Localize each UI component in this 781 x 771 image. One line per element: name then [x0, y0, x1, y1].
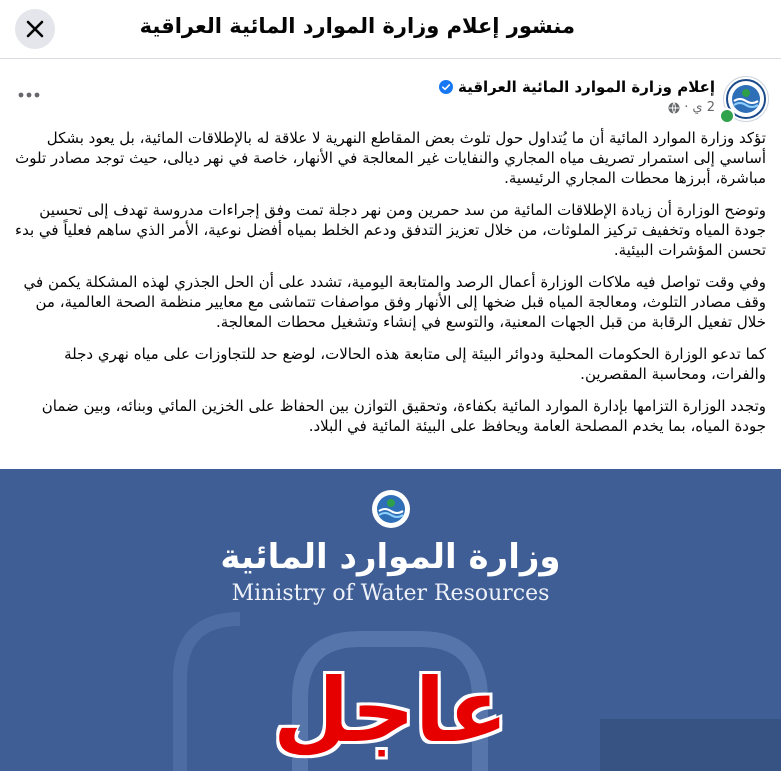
- ministry-emblem-icon: [371, 489, 411, 529]
- meta-separator: ·: [684, 100, 689, 115]
- post-paragraph-3: وفي وقت تواصل فيه ملاكات الوزارة أعمال الرصد والمتابعة اليومية، تشدد على أن الحل الجذري لهذه المشكلة يكمن في وقف مصادر التلوث، ومعالجة المياه قبل ضخها إلى الأنهار وفق مواصفات تتماشى مع معايير منظمة الصحة العالمية، من خلال تفعيل الرقابة من قبل الجهات المعنية، والتوسع في إنشاء وتشغيل محطات المعالجة.: [23, 273, 766, 331]
- globe-icon: [668, 102, 680, 114]
- more-icon: [18, 91, 40, 99]
- post-paragraph-5: وتجدد الوزارة التزامها بإدارة الموارد المائية بكفاءة، وتحقيق التوازن بين الحفاظ على الخزين المائي وبنائه، وبين ضمان جودة المياه، بما يخدم المصلحة العامة ويحافظ على البيئة المائية في البلاد.: [41, 397, 766, 435]
- post-paragraph-2: وتوضح الوزارة أن زيادة الإطلاقات المائية من سد حمرين ومن نهر دجلة تمت وفق إجراءات مدروسة تهدف إلى تحسين جودة المياه وتخفيف تركيز الملوثات، من خلال تعزيز التدفق ودعم الخلط بمياه أفضل نوعية، الأمر الذي ساهم فعلياً في بدء تحسن المؤشرات البيئية.: [15, 201, 766, 259]
- post-paragraph-1: تؤكد وزارة الموارد المائية أن ما يُتداول حول تلوث بعض المقاطع النهرية لا علاقة له بالإطلاقات المائية، بل يعود بشكل أساسي إلى استمرار تصريف مياه المجاري والنفايات غير المعالجة في الأنهار، خاصة في نهر ديالى، حيث توجد مصادر تلوث مباشرة، أبرزها محطات المجاري الرئيسية.: [15, 129, 766, 187]
- dialog-title: منشور إعلام وزارة الموارد المائية العراقية: [139, 14, 575, 38]
- post-image[interactable]: [0, 469, 781, 771]
- post-text: [14, 128, 766, 448]
- verified-badge-icon: [439, 80, 453, 94]
- post-time[interactable]: 2 ي: [692, 100, 715, 115]
- close-icon: [25, 19, 45, 39]
- dialog-header: [0, 0, 781, 59]
- post-header: [0, 70, 781, 124]
- online-status-dot: [719, 108, 735, 124]
- post-meta: [668, 100, 715, 115]
- page-name[interactable]: إعلام وزارة الموارد المائية العراقية: [457, 78, 715, 96]
- close-button[interactable]: [15, 9, 55, 49]
- image-urgent-label: عاجل: [272, 659, 509, 762]
- post-paragraph-4: كما تدعو الوزارة الحكومات المحلية ودوائر البيئة إلى متابعة هذه الحالات، لوضع حد للتجاوزات على مياه نهري دجلة والفرات، ومحاسبة المقصرين.: [64, 345, 766, 383]
- more-options-button[interactable]: [18, 82, 40, 104]
- page-name-row: [439, 78, 715, 96]
- image-title-arabic: وزارة الموارد المائية: [220, 537, 561, 577]
- image-title-english: Ministry of Water Resources: [231, 581, 550, 606]
